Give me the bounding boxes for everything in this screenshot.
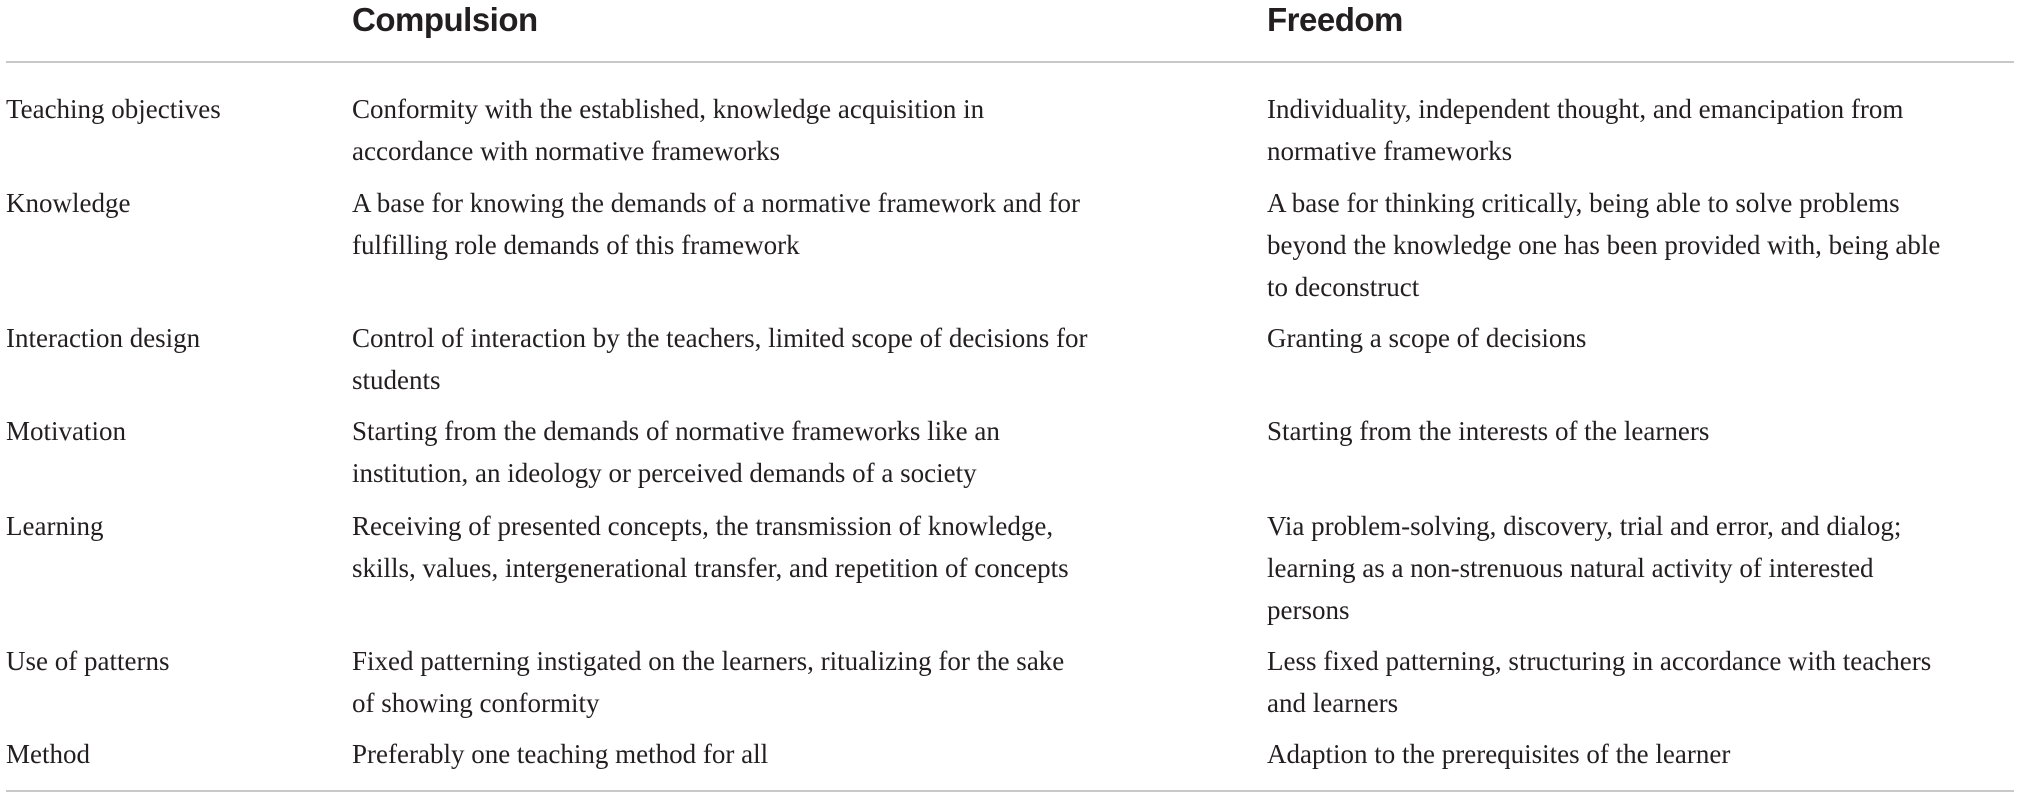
freedom-cell-line: beyond the knowledge one has been provided with, being able	[1267, 230, 1941, 260]
freedom-cell-line: A base for thinking critically, being able to solve problems	[1267, 188, 1900, 218]
compulsion-cell-line: fulfilling role demands of this framework	[352, 230, 800, 260]
compulsion-cell-line: Preferably one teaching method for all	[352, 739, 769, 769]
compulsion-cell-line: accordance with normative frameworks	[352, 136, 781, 166]
row-label: Use of patterns	[6, 646, 170, 676]
freedom-cell-line: to deconstruct	[1267, 272, 1420, 302]
compulsion-cell	[352, 182, 1182, 266]
compulsion-cell-line: skills, values, intergenerational transfer, and repetition of concepts	[352, 553, 1069, 583]
compulsion-cell	[352, 317, 1182, 401]
row-label: Interaction design	[6, 323, 201, 353]
compulsion-cell-line: Conformity with the established, knowledge acquisition in	[352, 94, 985, 124]
row-label: Teaching objectives	[6, 94, 221, 124]
freedom-cell-line: Granting a scope of decisions	[1267, 323, 1587, 353]
bottom-rule	[6, 790, 2014, 792]
compulsion-cell-line: Fixed patterning instigated on the learners, ritualizing for the sake	[352, 646, 1065, 676]
compulsion-cell-line: A base for knowing the demands of a normative framework and for	[352, 188, 1081, 218]
freedom-cell	[1267, 88, 2013, 172]
compulsion-cell	[352, 640, 1182, 724]
compulsion-cell-line: Starting from the demands of normative frameworks like an	[352, 416, 1000, 446]
freedom-cell-line: Via problem-solving, discovery, trial and error, and dialog;	[1267, 511, 1902, 541]
row-label: Knowledge	[6, 188, 131, 218]
column-header-compulsion: Compulsion	[352, 1, 538, 38]
freedom-cell-line: persons	[1267, 595, 1350, 625]
compulsion-cell-line: students	[352, 365, 441, 395]
freedom-cell	[1267, 317, 2013, 359]
compulsion-cell-line: of showing conformity	[352, 688, 600, 718]
freedom-cell-line: and learners	[1267, 688, 1399, 718]
freedom-cell	[1267, 505, 2013, 631]
freedom-cell-line: learning as a non-strenuous natural activity of interested	[1267, 553, 1874, 583]
freedom-cell-line: Starting from the interests of the learners	[1267, 416, 1710, 446]
compulsion-cell	[352, 410, 1182, 494]
freedom-cell	[1267, 410, 2013, 452]
compulsion-cell	[352, 88, 1182, 172]
compulsion-cell-line: Control of interaction by the teachers, limited scope of decisions for	[352, 323, 1088, 353]
row-label: Method	[6, 739, 90, 769]
freedom-cell-line: normative frameworks	[1267, 136, 1513, 166]
compulsion-cell-line: institution, an ideology or perceived demands of a society	[352, 458, 977, 488]
compulsion-cell	[352, 733, 1182, 775]
column-header-freedom: Freedom	[1267, 1, 1403, 38]
freedom-cell	[1267, 182, 2013, 308]
freedom-cell	[1267, 733, 2013, 775]
row-label: Motivation	[6, 416, 126, 446]
freedom-cell	[1267, 640, 2013, 724]
row-label: Learning	[6, 511, 104, 541]
header-rule	[6, 61, 2014, 63]
freedom-cell-line: Less fixed patterning, structuring in accordance with teachers	[1267, 646, 1932, 676]
compulsion-cell	[352, 505, 1182, 589]
freedom-cell-line: Individuality, independent thought, and emancipation from	[1267, 94, 1904, 124]
compulsion-cell-line: Receiving of presented concepts, the transmission of knowledge,	[352, 511, 1054, 541]
freedom-cell-line: Adaption to the prerequisites of the learner	[1267, 739, 1731, 769]
